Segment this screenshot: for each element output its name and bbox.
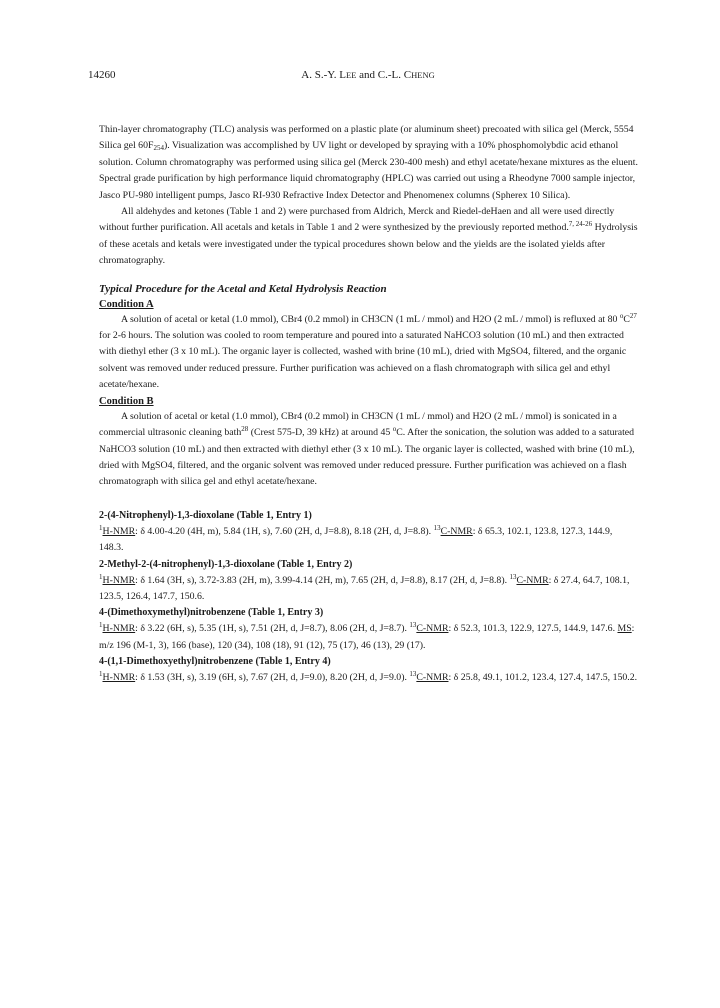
paragraph-tlc	[99, 122, 639, 204]
author-smallcaps-1: EE	[346, 70, 357, 80]
compound-title: 4-(Dimethoxymethyl)nitrobenzene (Table 1, Entry 3)	[99, 607, 324, 619]
section-heading: Typical Procedure for the Acetal and Ketal Hydrolysis Reaction	[99, 282, 387, 295]
c-nmr-label: C-NMR	[516, 574, 549, 586]
h-nmr-label: H-NMR	[102, 525, 136, 537]
c-nmr-data: : δ 65.3, 102.1, 123.8, 127.3, 144.9, 148.3.	[99, 525, 613, 554]
cond-b-degree: o	[392, 425, 397, 434]
h-nmr-data: : δ 4.00-4.20 (4H, m), 5.84 (1H, s), 7.60 (2H, d, J=8.8), 8.18 (2H, d, J=8.8).	[135, 525, 434, 537]
c-nmr-data: : δ 52.3, 101.3, 122.9, 127.5, 144.9, 147.6.	[448, 623, 618, 635]
condition-b-heading: Condition B	[99, 395, 154, 407]
cond-a-text-3: for 2-6 hours. The solution was cooled to room temperature and poured into a saturated NaHCO3 solution (10 mL) and then extracted with diethyl ether (3 x 10 mL). The organic layer is collected, washed with brine (10 mL), dried with MgSO4, filtered, and the organic solvent was removed under reduced pressure. Further purification was achieved on a flash chromatograph with silica gel and ethyl acetate/hexane.	[99, 330, 627, 391]
h-nmr-sup: 1	[99, 572, 103, 581]
page-number: 14260	[88, 69, 116, 81]
c-nmr-data: : δ 27.4, 64.7, 108.1, 123.5, 126.4, 147.7, 150.6.	[99, 574, 630, 602]
cond-b-text-2: (Crest 575-D, 39 kHz) at around 45	[248, 427, 393, 439]
paragraph-materials	[99, 204, 639, 270]
compound-data	[99, 524, 639, 557]
c-nmr-sup: 13	[409, 670, 417, 679]
compound-data	[99, 573, 639, 606]
h-nmr-data: : δ 1.53 (3H, s), 3.19 (6H, s), 7.67 (2H, d, J=9.0), 8.20 (2H, d, J=9.0).	[135, 672, 410, 684]
compound-data	[99, 621, 639, 654]
condition-a-text	[99, 312, 639, 394]
compound-title: 2-(4-Nitrophenyl)-1,3-dioxolane (Table 1, Entry 1)	[99, 509, 312, 521]
article-body	[99, 122, 639, 687]
cond-b-text-3: C. After the sonication, the solution was added to a saturated NaHCO3 solution (10 mL) and then extracted with diethyl ether (3 x 10 mL). The organic layer is collected, washed with brine (10 mL), dried with MgSO4, filtered, and the organic solvent was removed under reduced pressure. Further purification was achieved on a flash chromatograph with silica gel and ethyl acetate/hexane.	[99, 427, 635, 488]
c-nmr-label: C-NMR	[416, 623, 449, 635]
c-nmr-label: C-NMR	[416, 672, 449, 684]
compound-entry	[99, 557, 639, 606]
condition-b-text	[99, 409, 639, 491]
tlc-subscript: 254	[153, 144, 164, 153]
page-header	[88, 69, 648, 85]
cond-b-ref: 28	[241, 425, 249, 434]
author-smallcaps-2: HENG	[411, 70, 435, 80]
compound-entry	[99, 654, 639, 686]
author-text-b: and C.-L. C	[356, 69, 412, 81]
materials-text-b: Hydrolysis of these acetals and ketals were investigated under the typical procedures shown below and the yields are the isolated yields after chromatography.	[99, 222, 638, 267]
compound-entry	[99, 508, 639, 557]
tlc-text-a: Thin-layer chromatography (TLC) analysis was performed on a plastic plate (or aluminum sheet) precoated with silica gel (Merck, 5554 Silica gel 60F	[99, 124, 634, 152]
cond-b-text-1: A solution of acetal or ketal (1.0 mmol), CBr4 (0.2 mmol) in CH3CN (1 mL / mmol) and H2O (2 mL / mmol) is sonicated in a commercial ultrasonic cleaning bath	[99, 410, 617, 439]
section-gap	[99, 491, 639, 508]
c-nmr-data: : δ 25.8, 49.1, 101.2, 123.4, 127.4, 147.5, 150.2.	[448, 672, 638, 684]
h-nmr-sup: 1	[99, 523, 103, 532]
compound-data	[99, 670, 639, 686]
c-nmr-sup: 13	[509, 572, 517, 581]
ms-label: MS	[617, 623, 632, 635]
tlc-text-b: ). Visualization was accomplished by UV light or developed by spraying with a 10% phosphomolybdic acid ethanol solution. Column chromatography was performed using silica gel (Merck 230-400 mesh) and ethyl acetate/hexane mixtures as the eluent. Spectral grade purification by high performance liquid chromatography (HPLC) was carried out using a Rheodyne 7000 sample injector, Jasco PU-980 intelligent pumps, Jasco RI-930 Refractive Index Detector and Phenomenex columns (Spherex 10 Silica).	[99, 140, 638, 201]
h-nmr-sup: 1	[99, 670, 103, 679]
compound-title: 4-(1,1-Dimethoxyethyl)nitrobenzene (Table 1, Entry 4)	[99, 656, 331, 668]
h-nmr-data: : δ 1.64 (3H, s), 3.72-3.83 (2H, m), 3.99-4.14 (2H, m), 7.65 (2H, d, J=8.8), 8.17 (2H, d, J=8.8).	[135, 574, 510, 586]
h-nmr-label: H-NMR	[102, 672, 136, 684]
h-nmr-sup: 1	[99, 621, 103, 630]
cond-a-text-1: A solution of acetal or ketal (1.0 mmol), CBr4 (0.2 mmol) in CH3CN (1 mL / mmol) and H2O (2 mL / mmol) is refluxed at 80	[121, 313, 620, 325]
c-nmr-sup: 13	[409, 621, 417, 630]
running-head	[88, 69, 648, 81]
author-text-a: A. S.-Y. L	[301, 69, 347, 81]
condition-a-heading: Condition A	[99, 298, 154, 310]
compound-entry	[99, 605, 639, 654]
h-nmr-data: : δ 3.22 (6H, s), 5.35 (1H, s), 7.51 (2H, d, J=8.7), 8.06 (2H, d, J=8.7).	[135, 623, 410, 635]
h-nmr-label: H-NMR	[102, 574, 136, 586]
c-nmr-label: C-NMR	[440, 525, 473, 537]
h-nmr-label: H-NMR	[102, 623, 136, 635]
materials-text-a: All aldehydes and ketones (Table 1 and 2) were purchased from Aldrich, Merck and Riedel-deHaen and all were used directly without further purification. All acetals and ketals in Table 1 and 2 were synthesized by the previously reported method.	[99, 206, 615, 234]
cond-a-ref: 27	[629, 311, 637, 320]
ms-data: : m/z 196 (M-1, 3), 166 (base), 120 (34), 108 (18), 91 (12), 75 (17), 46 (13), 29 (17).	[99, 623, 635, 651]
compound-title: 2-Methyl-2-(4-nitrophenyl)-1,3-dioxolane (Table 1, Entry 2)	[99, 558, 353, 570]
c-nmr-sup: 13	[433, 523, 441, 532]
cond-a-text-2: C	[623, 313, 630, 325]
materials-ref: 7, 24-26	[568, 220, 593, 229]
cond-a-degree: o	[619, 311, 624, 320]
